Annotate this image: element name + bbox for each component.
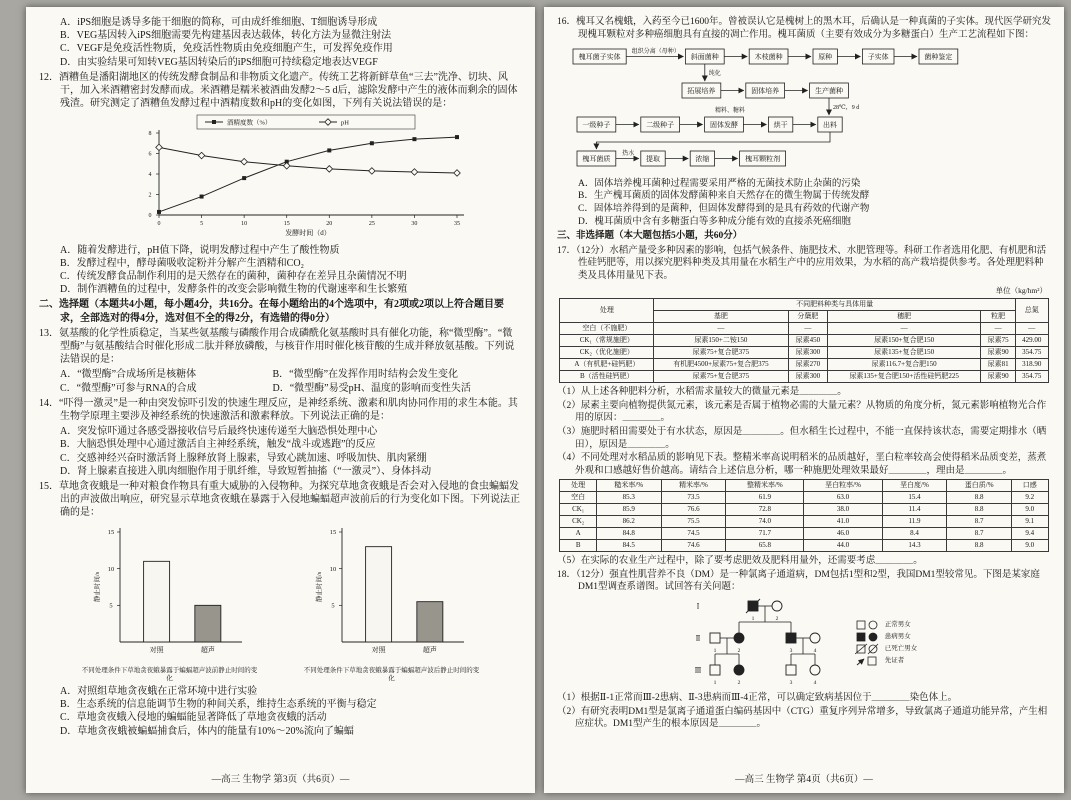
table-cell: 429.00: [1016, 335, 1049, 347]
page-4: [544, 7, 1064, 793]
table-cell: 9.1: [1012, 516, 1048, 528]
svg-text:静止时间/s: 静止时间/s: [315, 571, 323, 602]
q16-production-flowchart: [569, 43, 1039, 171]
q15-option-line: B．生态系统的信息能调节生物的种间关系，维持生态系统的平衡与稳定: [60, 699, 377, 711]
q16-option-line: B．生产槐耳菌质的固体发酵菌种来自天然存在的微生物属于传统发酵: [578, 191, 870, 202]
table-cell: 粒肥: [981, 311, 1016, 323]
table-cell: 65.8: [726, 540, 804, 552]
svg-text:对照: 对照: [149, 645, 164, 654]
table-cell: 72.8: [726, 504, 804, 516]
svg-text:组织分离（母种）: 组织分离（母种）: [631, 49, 680, 56]
table-cell: 9.4: [1012, 528, 1048, 540]
q15-figure-pre: [81, 522, 259, 683]
svg-text:2: 2: [775, 616, 779, 623]
q17-item-line: （4）不同处理对水稻品质的影响见下表。整精米率高说明稻米的品质越好，垩白粒率较高会使得稻米品质变差，蒸煮外观和口感越好售价越高。请结合上述信息分析，哪一种施肥处理效果最好＿＿＿＿，理由是＿＿＿＿。: [557, 453, 1047, 476]
table-cell: CK₁: [560, 504, 596, 516]
table-cell: 尿素135+复合肥150+活性硅钙肥225: [828, 371, 981, 383]
svg-text:1: 1: [713, 648, 717, 655]
svg-text:烘干: 烘干: [773, 121, 788, 130]
q11-option-line: C．VEGF是免疫活性物质，免疫活性物质由免疫细胞产生，可发挥免疫作用: [60, 43, 393, 55]
pedigree-legend-item: [855, 643, 918, 655]
svg-text:出料: 出料: [823, 121, 837, 130]
q12-stem: 12．酒糟鱼是潘阳湖地区的传统发酵食制品和非物质文化遗产。传统工艺将新鲜草鱼“三去”洗净、切块、风干，加入米酒糟密封发酵而成。米酒糟是糯米被酒曲发酵2～5 d后，滤除发酵中产生的液体而剩余的固体残渣。研究测定了酒糟鱼发酵过程中酒精度数和pH的变化如图，下列有关说法错误的是：: [39, 71, 518, 110]
table-cell: 尿素150+二铵150: [654, 335, 788, 347]
affected-symbol-icon: [855, 631, 881, 643]
svg-text:5: 5: [108, 602, 113, 610]
svg-text:6: 6: [148, 152, 152, 159]
table-cell: 15.4: [882, 492, 947, 504]
svg-text:槐耳颗粒剂: 槐耳颗粒剂: [745, 155, 781, 164]
svg-text:对照: 对照: [371, 645, 386, 654]
svg-text:5: 5: [330, 602, 335, 610]
table-cell: 354.75: [1016, 347, 1049, 359]
q17-table1-unit: 单位（kg/hm²）: [995, 285, 1047, 295]
pedigree-legend-item: [855, 655, 918, 667]
q15-stem: 15．草地贪夜蛾是一种对粮食作物具有重大威胁的入侵物种。为探究草地贪夜蛾是否会对入侵地的食虫蝙蝠发出的声波做出响应，研究显示草地贪夜蛾在暴露于入侵地蝙蝠超声波前后的行为变化如下图。下列说法正确的是：: [39, 481, 520, 519]
q15-figures: [39, 522, 522, 683]
q13-option-line: D．“微型酶”易受pH、温度的影响而变性失活: [272, 382, 471, 394]
svg-text:pH: pH: [341, 119, 349, 127]
table-cell: 精米率/%: [661, 480, 726, 492]
q15-option-line: A．对照组草地贪夜蛾在正常环境中进行实验: [60, 685, 258, 697]
q14-options: [39, 425, 522, 478]
svg-text:20: 20: [326, 221, 333, 228]
q11-option-line: D．由实验结果可知转VEG基因转染后的iPS细胞可持续稳定地表达VEGF: [60, 56, 378, 68]
table-cell: 尿素75+复合肥375: [654, 371, 788, 383]
q14-option-line: D．肾上腺素直接进入肌肉细胞作用于肌纤维，导致短暂抽搐（“一激灵”）、身体抖动: [60, 465, 432, 477]
svg-text:二级种子: 二级种子: [646, 121, 675, 130]
q16-option-line: D．槐耳菌质中含有多糖蛋白等多种成分能有效的直接杀死癌细胞: [578, 216, 851, 227]
table-cell: 74.6: [661, 540, 726, 552]
q12-figure: [131, 113, 522, 241]
proband-symbol-icon: [855, 655, 881, 667]
svg-text:槐耳菌子实体: 槐耳菌子实体: [578, 53, 621, 62]
q17-item-line: （3）施肥时稻田需要处于有水状态，原因是＿＿＿＿。但水稻生长过程中，不能一直保持该状态，需要定期排水（晒田），原因是＿＿＿＿。: [557, 426, 1047, 450]
q17-quality-table: [559, 479, 1048, 552]
table-cell: 尿素75: [981, 335, 1016, 347]
svg-text:25: 25: [368, 221, 375, 228]
svg-text:1: 1: [713, 680, 717, 687]
table-cell: 分蘖肥: [788, 311, 827, 323]
pedigree-legend-label: 先证者: [884, 657, 905, 665]
table-cell: 74.0: [726, 516, 804, 528]
svg-text:3: 3: [789, 680, 793, 687]
svg-text:提取: 提取: [646, 155, 660, 164]
table-cell: 84.5: [596, 540, 661, 552]
svg-text:10: 10: [107, 565, 114, 573]
svg-text:10: 10: [329, 565, 336, 573]
svg-text:15: 15: [283, 221, 290, 228]
table-cell: 8.7: [947, 516, 1012, 528]
q17-item-line: （1）从上述各种肥料分析，水稻需求量较大的微量元素是＿＿＿＿。: [557, 387, 847, 398]
q18-figure: [557, 596, 1051, 690]
section-3-header: 三、非选择题（本大题包括5小题，共60分）: [557, 231, 743, 242]
table-cell: 尿素90: [981, 347, 1016, 359]
table-cell: 8.8: [947, 540, 1012, 552]
pedigree-legend-label: 患病男女: [884, 633, 911, 641]
svg-text:5: 5: [200, 221, 204, 228]
svg-text:Ⅲ: Ⅲ: [694, 666, 702, 675]
table-cell: B（活性硅钙肥）: [560, 371, 654, 383]
svg-text:Ⅱ: Ⅱ: [695, 634, 701, 643]
table-cell: 86.2: [596, 516, 661, 528]
table-cell: 41.0: [804, 516, 882, 528]
svg-text:拓展培养: 拓展培养: [687, 87, 716, 96]
svg-text:发酵时间（d）: 发酵时间（d）: [285, 229, 331, 238]
table-cell: 74.5: [661, 528, 726, 540]
q18-stem: 18．（12分）强直性肌营养不良（DM）是一种氯离子通道病，DM包括1型和2型，我国DM1型较常见。下图是某家庭DM1型调查系谱图。试回答有关问题：: [557, 569, 1040, 593]
table-cell: 处理: [560, 299, 654, 323]
table-cell: 38.0: [804, 504, 882, 516]
table-cell: 基肥: [654, 311, 788, 323]
svg-text:原种: 原种: [818, 53, 833, 62]
table-cell: 14.3: [882, 540, 947, 552]
table-cell: 蛋白质/%: [947, 480, 1012, 492]
pedigree-legend-item: [855, 619, 918, 631]
q12-option-line: C．传统发酵食品制作利用的是天然存在的菌种，菌种存在差异且杂菌情况不明: [60, 271, 407, 283]
q13-stem: 13．氨基酸的化学性质稳定，当某些氨基酸与磷酸作用合成磷酰化氨基酸时具有催化功能，称“微型酶”。“微型酶”与氨基酸结合时催化形成二肽并释放磷酸，与核苷作用时催化核苷酸的生成并释放氨基酸。下列说法错误的是：: [39, 327, 515, 366]
table-cell: 9.0: [1012, 540, 1048, 552]
svg-text:35: 35: [454, 221, 460, 228]
q12-option-line: A．随着发酵进行，pH值下降，说明发酵过程中产生了酸性物质: [60, 244, 340, 256]
svg-text:0: 0: [157, 221, 161, 228]
q12-option-line: B．发酵过程中，酵母菌吸收淀粉并分解产生酒精和CO₂: [60, 257, 305, 269]
table-cell: 尿素135+复合肥150: [828, 347, 981, 359]
table-cell: 75.5: [661, 516, 726, 528]
svg-text:固体发酵: 固体发酵: [710, 121, 738, 130]
dead-symbol-icon: [855, 643, 881, 655]
svg-text:热水: 热水: [622, 151, 635, 158]
q15-caption-post: 不同处理条件下草地贪夜蛾暴露于蝙蝠超声波后静止时间的变化: [303, 666, 480, 682]
q16-option-line: C．固体培养得到的是菌种，但固体发酵得到的是具有药效的代谢产物: [578, 203, 870, 214]
svg-text:15: 15: [329, 528, 336, 536]
table-cell: 9.0: [1012, 504, 1048, 516]
svg-text:子实体: 子实体: [867, 53, 889, 62]
svg-text:8: 8: [148, 131, 152, 138]
table-cell: 垩白度/%: [882, 480, 947, 492]
q11-options: [39, 16, 522, 69]
table-cell: CK₂（优化施肥）: [560, 347, 654, 359]
table-cell: —: [654, 323, 788, 335]
table-cell: 354.75: [1016, 371, 1049, 383]
q11-option-line: A．iPS细胞是诱导多能干细胞的简称，可由成纤维细胞、T细胞诱导形成: [60, 17, 378, 28]
table-cell: 尿素300: [788, 347, 827, 359]
q12-options: [39, 244, 522, 297]
q12-fermentation-line-chart: [131, 113, 471, 237]
table-cell: 尿素450: [788, 335, 827, 347]
svg-text:浓缩: 浓缩: [695, 155, 710, 164]
svg-text:4: 4: [148, 172, 152, 179]
table-cell: B: [560, 540, 596, 552]
svg-text:斜面菌种: 斜面菌种: [690, 53, 719, 62]
page-3: [26, 7, 535, 793]
table-cell: CK₁（常规施肥）: [560, 335, 654, 347]
q16-option-line: A．固体培养槐耳菌种过程需要采用严格的无菌技术防止杂菌的污染: [578, 178, 861, 189]
table-cell: 整精米率/%: [726, 480, 804, 492]
table-cell: 口感: [1012, 480, 1048, 492]
table-cell: 71.7: [726, 528, 804, 540]
pedigree-legend-label: 已死亡男女: [884, 645, 918, 653]
table-cell: 尿素270: [788, 359, 827, 371]
table-cell: —: [788, 323, 827, 335]
svg-text:静止时间/s: 静止时间/s: [93, 571, 101, 602]
svg-text:2: 2: [737, 680, 741, 687]
table-cell: 11.4: [882, 504, 947, 516]
table-cell: 85.9: [596, 504, 661, 516]
table-cell: 糙米率/%: [596, 480, 661, 492]
q18-pedigree-legend: [855, 619, 918, 667]
table-cell: 尿素90: [981, 371, 1016, 383]
table-cell: —: [981, 323, 1016, 335]
table-cell: 84.8: [596, 528, 661, 540]
page-3-footer: —高三 生物学 第3页（共6页）—: [211, 774, 350, 785]
table-cell: 空白: [560, 492, 596, 504]
svg-text:一级种子: 一级种子: [582, 121, 611, 130]
q18-pedigree-chart: [691, 596, 841, 690]
q17-items: [557, 386, 1051, 477]
normal-symbol-icon: [855, 619, 881, 631]
table-cell: 318.90: [1016, 359, 1049, 371]
table-cell: 尿素116.7+复合肥150: [828, 359, 981, 371]
table-cell: 总氮: [1016, 299, 1049, 323]
q17-stem: 17．（12分）水稻产量受多种因素的影响，包括气候条件、施肥技术、水肥管理等。科研工作者选用化肥、有机肥和活性硅钙肥等，用以探究肥料种类及其用量在水稻生产中的应用效果，为水稻的高产栽培提供参考。各处理肥料种类及具体用量见下表。: [557, 245, 1047, 281]
q13-option-line: A．“微型酶”合成场所是核糖体: [60, 369, 197, 381]
q16-figure: [557, 43, 1051, 176]
pedigree-legend-label: 正常男女: [884, 621, 911, 629]
table-cell: 8.7: [947, 528, 1012, 540]
table-cell: 85.3: [596, 492, 661, 504]
table-cell: 61.9: [726, 492, 804, 504]
section-2-header: 二、选择题（本题共4小题，每小题4分，共16分。在每小题给出的4个选项中，有2项或2项以上符合题目要求，全部选对的得4分，选对但不全的得2分，有选错的得0分）: [39, 299, 504, 324]
q15-caption-pre: 不同处理条件下草地贪夜蛾暴露于蝙蝠超声波前静止时间的变化: [81, 666, 258, 682]
svg-text:生产菌种: 生产菌种: [815, 87, 843, 96]
table-cell: —: [1016, 323, 1049, 335]
table-cell: 尿素75+复合肥375: [654, 347, 788, 359]
table-cell: A: [560, 528, 596, 540]
q15-bar-chart-pre: [90, 522, 250, 662]
table-cell: 穗肥: [828, 311, 981, 323]
table-cell: 73.5: [661, 492, 726, 504]
svg-text:槐耳菌质: 槐耳菌质: [582, 155, 611, 164]
svg-text:28℃，9 d: 28℃，9 d: [833, 105, 860, 112]
q16-options: [557, 178, 1051, 228]
svg-text:4: 4: [813, 680, 817, 687]
table-cell: 尿素81: [981, 359, 1016, 371]
table-cell: 46.0: [804, 528, 882, 540]
q18-item-line: （1）根据Ⅱ-1正常而Ⅲ-2患病、Ⅱ-3患病而Ⅲ-4正常，可以确定致病基因位于＿＿＿＿染色体上。: [557, 693, 958, 704]
q18-item-line: （2）有研究表明DM1型是氯离子通道蛋白编码基因中（CTG）重复序列异常增多，导致氯离子通道功能异常，产生相应症状。DM1型产生的根本原因是＿＿＿＿。: [557, 706, 1048, 730]
q13-options: [39, 368, 522, 394]
table-cell: 8.4: [882, 528, 947, 540]
table-cell: 63.0: [804, 492, 882, 504]
q15-option-line: C．草地贪夜蛾入侵地的蝙蝠能显著降低了草地贪夜蛾的活动: [60, 712, 327, 724]
svg-text:纯化: 纯化: [708, 71, 721, 78]
table-cell: 空白（不施肥）: [560, 323, 654, 335]
svg-text:4: 4: [813, 648, 817, 655]
table-cell: A（有机肥+硅钙肥）: [560, 359, 654, 371]
svg-text:0: 0: [148, 213, 152, 220]
table-cell: —: [828, 323, 981, 335]
page-4-footer: —高三 生物学 第4页（共6页）—: [735, 775, 873, 786]
svg-text:超声: 超声: [200, 645, 215, 654]
q17-fertilizer-table: [559, 298, 1048, 383]
table-cell: 8.8: [947, 504, 1012, 516]
q13-option-line: C．“微型酶”可参与RNA的合成: [60, 382, 197, 394]
q18-items: [557, 692, 1051, 731]
svg-text:3: 3: [789, 648, 793, 655]
svg-text:10: 10: [241, 221, 248, 228]
q16-stem: 16．槐耳又名槐蛾，入药至今已1600年。曾被误认它是槐树上的黑木耳，后确认是一种真菌的子实体。现代医学研究发现槐耳颗粒对多种癌细胞具有直接的凋亡作用。槐耳菌质（主要有效成分为多糖蛋白）生产工艺流程如下图：: [557, 17, 1052, 40]
svg-text:15: 15: [107, 528, 114, 536]
table-cell: 44.0: [804, 540, 882, 552]
table-cell: 尿素300: [788, 371, 827, 383]
svg-text:超声: 超声: [422, 645, 437, 654]
svg-text:30: 30: [411, 221, 418, 228]
q14-option-line: A．突发惊吓通过各感受器接收信号后最终快速传递至大脑恐惧处理中心: [60, 426, 378, 438]
q15-bar-chart-post: [312, 522, 472, 662]
table-cell: 9.2: [1012, 492, 1048, 504]
table-cell: CK₂: [560, 516, 596, 528]
q15-figure-post: [303, 522, 481, 683]
svg-text:2: 2: [737, 648, 741, 655]
svg-text:菌种鉴定: 菌种鉴定: [924, 53, 953, 62]
q14-stem: 14．“吓得一激灵”是一种由突发惊吓引发的快速生理反应，是神经系统、激素和肌肉协同作用的求生本能。其生物学原理主要涉及神经系统的快速激活和激素释放。下列说法正确的是：: [39, 397, 518, 423]
table-cell: 尿素150+复合肥150: [828, 335, 981, 347]
svg-text:精料、糖料: 精料、糖料: [714, 108, 746, 115]
svg-text:1: 1: [751, 616, 755, 623]
table-cell: 11.9: [882, 516, 947, 528]
table-cell: 处理: [560, 480, 596, 492]
table-cell: 76.6: [661, 504, 726, 516]
q15-option-line: D．草地贪夜蛾被蝙蝠捕食后，体内的能量有10%～20%流向了蝙蝠: [60, 725, 354, 737]
svg-text:固体培养: 固体培养: [751, 87, 780, 96]
svg-text:2: 2: [148, 193, 152, 200]
table-cell: 垩白粒率/%: [804, 480, 882, 492]
svg-text:酒精度数（%）: 酒精度数（%）: [227, 119, 272, 127]
q12-option-line: D．制作酒糟鱼的过程中，发酵条件的改变会影响微生物的代谢速率和生长繁殖: [60, 284, 408, 296]
table-cell: 有机肥4500+尿素75+复合肥375: [654, 359, 788, 371]
q13-option-line: B．“微型酶”在发挥作用时结构会发生变化: [272, 369, 459, 381]
q17-item-line: （2）尿素主要向植物提供氮元素，该元素是否属于植物必需的大量元素？从物质的角度分析，氮元素影响植物光合作用的原因：＿＿＿＿。: [557, 400, 1047, 424]
q14-option-line: C．交感神经兴奋时激活肾上腺释放肾上腺素，导致心跳加速、呼吸加快、肌肉紧绷: [60, 452, 427, 464]
pedigree-legend-item: [855, 631, 918, 643]
q15-options: [39, 685, 522, 738]
table-cell: 不同肥料种类与具体用量: [654, 299, 1016, 311]
svg-text:木枝菌种: 木枝菌种: [754, 53, 783, 62]
svg-text:Ⅰ: Ⅰ: [696, 602, 700, 611]
table-cell: 8.8: [947, 492, 1012, 504]
q11-option-line: B．VEG基因转入iPS细胞需要先构建基因表达载体，转化方法为显微注射法: [60, 30, 392, 42]
q17-item-5: （5）在实际的农业生产过程中，除了要考虑肥效及肥料用量外，还需要考虑＿＿＿＿。: [557, 556, 923, 567]
q14-option-line: B．大脑恐惧处理中心通过激活自主神经系统，触发“战斗或逃跑”的反应: [60, 439, 376, 451]
